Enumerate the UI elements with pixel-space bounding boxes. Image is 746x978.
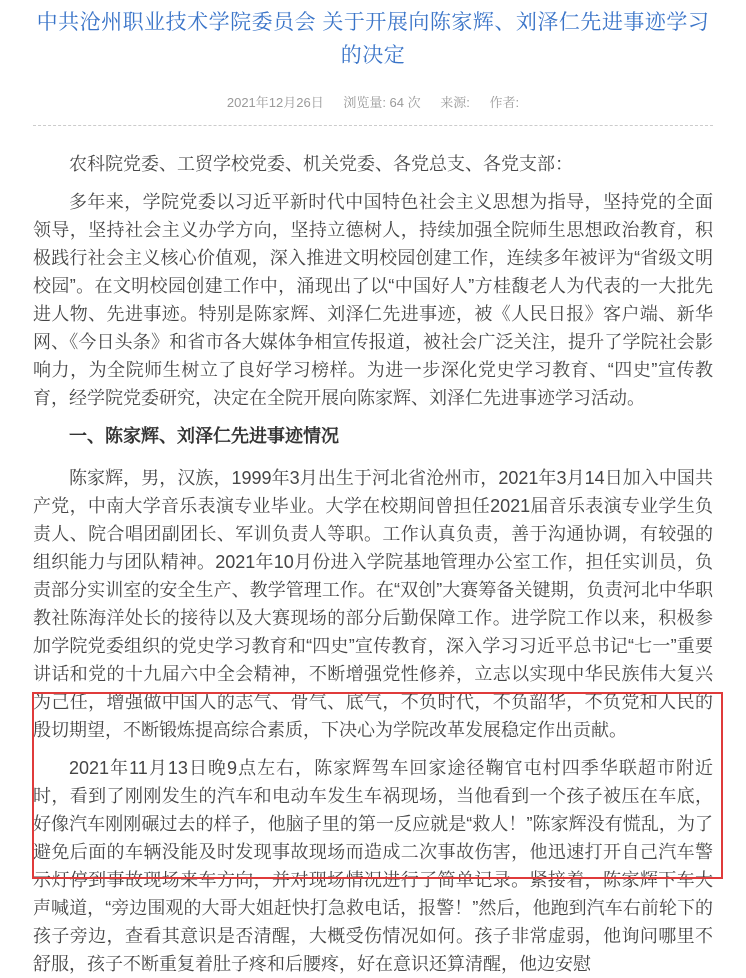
author-label: 作者: [489,95,520,110]
incident-paragraph: 2021年11月13日晚9点左右，陈家辉驾车回家途径鞠官屯村四季华联超市附近时，看到了刚刚发生的汽车和电动车发生车祸现场，当他看到一个孩子被压在车底，好像汽车刚刚碾过去的样子，他脑子里的第一反应就是“救人！”陈家辉没有慌乱，为了避免后面的车辆没能及时发现事故现场而造成二次事故伤害，他迅速打开自己汽车警示灯停到事故现场来车方向，并对现场情况进行了简单记录。紧接着，陈家辉下车大声喊道，“旁边围观的大哥大姐赶快打急救电话，报警！”然后，他跑到汽车右前轮下的孩子旁边，查看其意识是否清醒，大概受伤情况如何。孩子非常虚弱，他询问哪里不舒服，孩子不断重复着肚子疼和后腰疼，好在意识还算清醒，他边安慰 [33,758,713,974]
meta-divider [33,125,713,126]
view-count: 浏览量: 64 次 [343,95,421,110]
article-meta [0,92,746,111]
intro-paragraph: 多年来，学院党委以习近平新时代中国特色社会主义思想为指导，坚持党的全面领导，坚持社会主义办学方向，坚持立德树人，持续加强全院师生思想政治教育，积极践行社会主义核心价值观，深入推进文明校园创建工作，连续多年被评为“省级文明校园”。在文明校园创建工作中，涌现出了以“中国好人”方桂馥老人为代表的一大批先进人物、先进事迹。特别是陈家辉、刘泽仁先进事迹，被《人民日报》客户端、新华网、《今日头条》和省市各大媒体争相宣传报道，被社会广泛关注，提升了学院社会影响力，为全院师生树立了良好学习榜样。为进一步深化党史学习教育、“四史”宣传教育，经学院党委研究，决定在全院开展向陈家辉、刘泽仁先进事迹学习活动。 [33,192,713,408]
page-title: 中共沧州职业技术学院委员会 关于开展向陈家辉、刘泽仁先进事迹学习的决定 [36,11,710,67]
section-heading-1: 一、陈家辉、刘泽仁先进事迹情况 [69,426,339,446]
article-page [0,6,746,974]
publish-date: 2021年12月26日 [226,95,324,110]
salutation-paragraph: 农科院党委、工贸学校党委、机关党委、各党总支、各党支部： [69,154,573,174]
article-body [33,150,713,978]
profile-paragraph: 陈家辉，男，汉族，1999年3月出生于河北省沧州市，2021年3月14日加入中国共产党，中南大学音乐表演专业毕业。大学在校期间曾担任2021届音乐表演专业学生负责人、院合唱团副团长、军训负责人等职。工作认真负责，善于沟通协调，有较强的组织能力与团队精神。2021年10月份进入学院基地管理办公室工作，担任实训员，负责部分实训室的安全生产、教学管理工作。在“双创”大赛筹备关键期，负责河北中华职教社陈海洋处长的接待以及大赛现场的部分后勤保障工作。进学院工作以来，积极参加学院党委组织的党史学习教育和“四史”宣传教育，深入学习习近平总书记“七一”重要讲话和党的十九届六中全会精神，不断增强党性修养，立志以实现中华民族伟大复兴为己任，增强做中国人的志气、骨气、底气，不负时代，不负韶华，不负党和人民的殷切期望，不断锻炼提高综合素质，下决心为学院改革发展稳定作出贡献。 [33,468,713,740]
source-label: 来源: [440,95,470,110]
